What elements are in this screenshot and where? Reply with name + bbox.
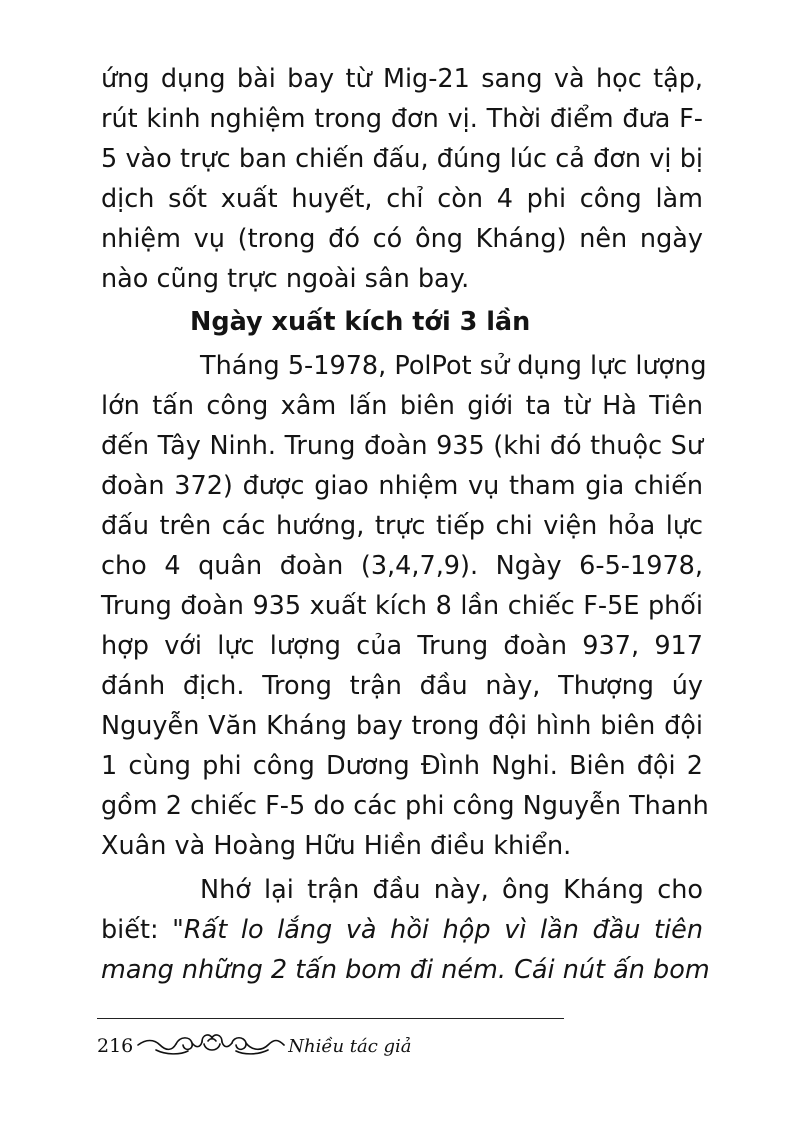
text-line: gồm 2 chiếc F-5 do các phi công Nguyễn Thanh [101,791,709,821]
quote-span: "Rất lo lắng và hồi hộp vì lần đầu tiên [172,915,703,945]
text-line: đánh địch. Trong trận đầu này, Thượng úy [101,671,703,701]
section-heading: Ngày xuất kích tới 3 lần [190,307,531,337]
text-line: hợp với lực lượng của Trung đoàn 937, 917 [101,631,703,661]
scroll-ornament-icon [136,1030,286,1062]
text-line: cho 4 quân đoàn (3,4,7,9). Ngày 6-5-1978, [101,551,703,581]
text-line: Xuân và Hoàng Hữu Hiền điều khiển. [101,831,572,861]
text-line: dịch sốt xuất huyết, chỉ còn 4 phi công làm [101,184,703,214]
text-line: nhiệm vụ (trong đó có ông Kháng) nên ngày [101,224,703,254]
text-line: đấu trên các hướng, trực tiếp chi viện hỏa lực [101,511,703,541]
text-line: đoàn 372) được giao nhiệm vụ tham gia chiến [101,471,703,501]
text-line: Nhớ lại trận đầu này, ông Kháng cho [200,875,703,905]
text-line: rút kinh nghiệm trong đơn vị. Thời điểm đưa F- [101,104,703,134]
text-line: Tháng 5-1978, PolPot sử dụng lực lượng [200,351,707,381]
page-number: 216 [97,1035,134,1057]
text-line: Nguyễn Văn Kháng bay trong đội hình biên đội [101,711,703,741]
footer-rule [97,1018,564,1019]
text-span: biết: [101,915,173,945]
text-line: 1 cùng phi công Dương Đình Nghi. Biên đội 2 [101,751,703,781]
text-line: Trung đoàn 935 xuất kích 8 lần chiếc F-5E phối [101,591,703,621]
text-line: nào cũng trực ngoài sân bay. [101,264,470,294]
text-line: 5 vào trực ban chiến đấu, đúng lúc cả đơn vị bị [101,144,703,174]
text-line: đến Tây Ninh. Trung đoàn 935 (khi đó thuộc Sư [101,431,703,461]
page-footer [97,1029,412,1063]
text-line [101,910,703,950]
author-name: Nhiều tác giả [288,1035,412,1057]
text-line: lớn tấn công xâm lấn biên giới ta từ Hà Tiên [101,391,703,421]
text-line: mang những 2 tấn bom đi ném. Cái nút ấn bom [101,955,710,985]
text-line: ứng dụng bài bay từ Mig-21 sang và học tập, [101,64,703,94]
